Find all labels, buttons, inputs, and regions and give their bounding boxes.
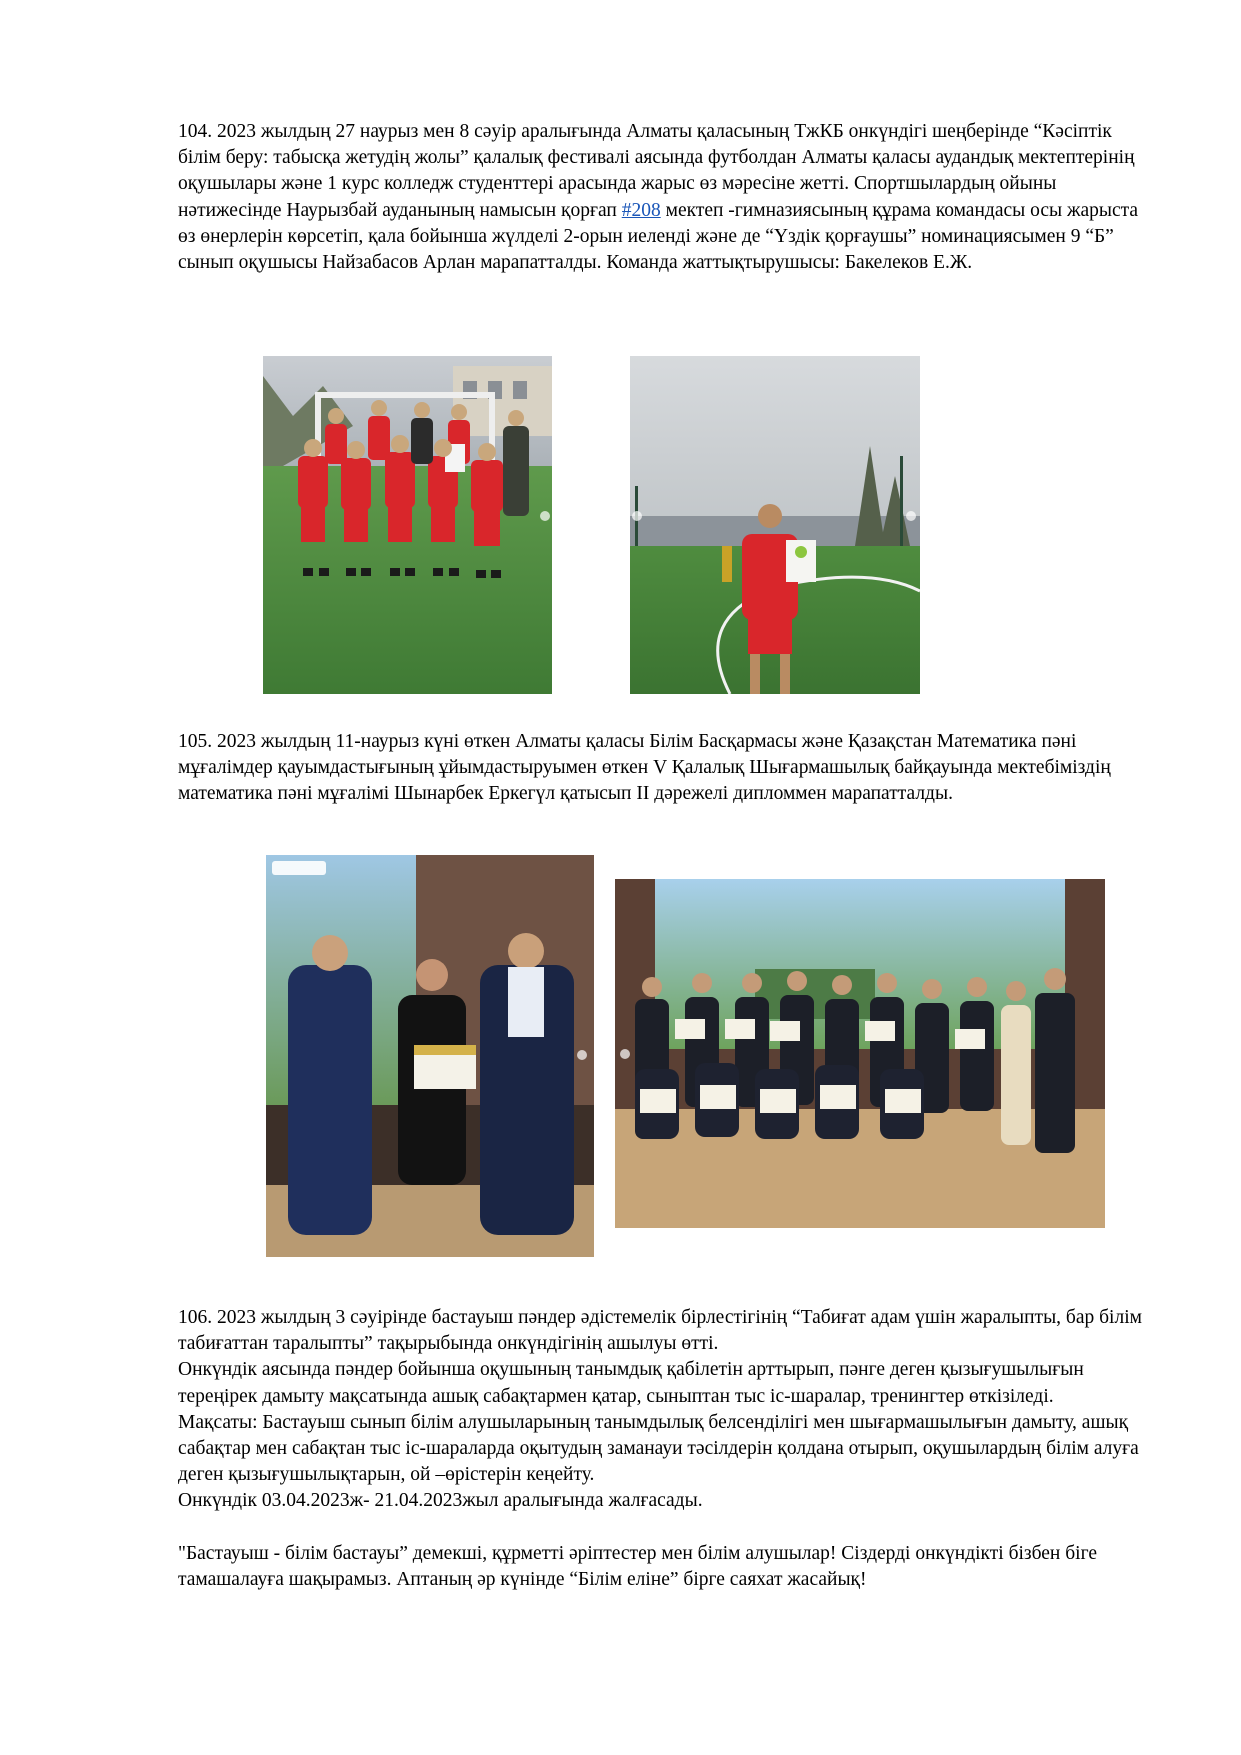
paragraph-106 — [178, 1305, 1158, 1593]
paragraph-106-line2: Онкүндік аясында пәндер бойынша оқушының танымдық қабілетін арттырып, пәнге деген қызығушылығын тереңірек дамыту мақсатында ашық сабақтармен қатар, сыныптан тыс іс-шаралар, тренингтер өткізіледі. — [178, 1359, 1084, 1407]
paragraph-104-part2: мектеп -гимназиясының құрама командасы осы жарыста өз өнерлерін көрсетіп, қала бойынша жүлделі 2-орын иеленді және де “Үздік қорғаушы” номинациясымен 9 “Б” сынып оқушысы Найзабасов Арлан марапатталды. Команда жаттықтырушысы: Бакелеков Е.Ж. — [178, 199, 1139, 274]
diploma-award-photo — [266, 855, 594, 1257]
paragraph-104 — [178, 119, 1158, 276]
paragraph-105 — [178, 729, 1158, 808]
paragraph-106-spacer — [178, 1515, 1158, 1541]
paragraph-106-line4: Онкүндік 03.04.2023ж- 21.04.2023жыл аралығында жалғасады. — [178, 1490, 703, 1512]
paragraph-104-part1: 104. 2023 жылдың 27 наурыз мен 8 сәуір аралығында Алматы қаласының ТжКБ онкүндігі шеңберінде “Кәсіптік білім беру: табысқа жетудің жолы” қалалық фестивалі аясында футболдан Алматы қаласы аудандық мектептерінің оқушылары және 1 курс колледж студенттері арасында жарыс өз мәресіне жетті. Спортшылардың ойыны нәтижесінде Наурызбай ауданының намысын қорғап — [178, 121, 1135, 221]
paragraph-106-line1: 106. 2023 жылдың 3 сәуірінде бастауыш пәндер әдістемелік бірлестігінің “Табиғат адам үшін жаралыпты, бар білім табиғаттан таралыпты” тақырыбында онкүндігінің ашылуы өтті. — [178, 1307, 1142, 1355]
paragraph-106-line5: "Бастауыш - білім бастауы” демекші, құрметті әріптестер мен білім алушылар! Сіздерді онкүндікті бізбен біге тамашалауға шақырамыз. Аптаның әр күнінде “Білім еліне” бірге саяхат жасайық! — [178, 1542, 1097, 1590]
paragraph-106-line3: Мақсаты: Бастауыш сынып білім алушыларының танымдылық белсенділігі мен шығармашылығын дамыту, ашық сабақтар мен сабақтан тыс іс-шараларда оқытудың заманауи тәсілдерін қолдана отырып, оқушылардың білім алуға деген қызығушылықтарын, ой –өрістерін кеңейту. — [178, 1411, 1139, 1486]
paragraph-104-text — [178, 119, 1158, 276]
player-certificate-photo — [630, 356, 920, 694]
school-number-link[interactable]: #208 — [621, 199, 661, 221]
football-team-photo — [263, 356, 552, 694]
group-teachers-photo — [615, 879, 1105, 1228]
paragraph-105-text: 105. 2023 жылдың 11-наурыз күні өткен Алматы қаласы Білім Басқармасы және Қазақстан Математика пәні мұғалімдер қауымдастығының ұйымдастыруымен өткен V Қалалық Шығармашылық байқауында мектебіміздің математика пәні мұғалімі Шынарбек Еркегүл қатысып ІІ дәрежелі дипломмен марапатталды. — [178, 731, 1111, 805]
